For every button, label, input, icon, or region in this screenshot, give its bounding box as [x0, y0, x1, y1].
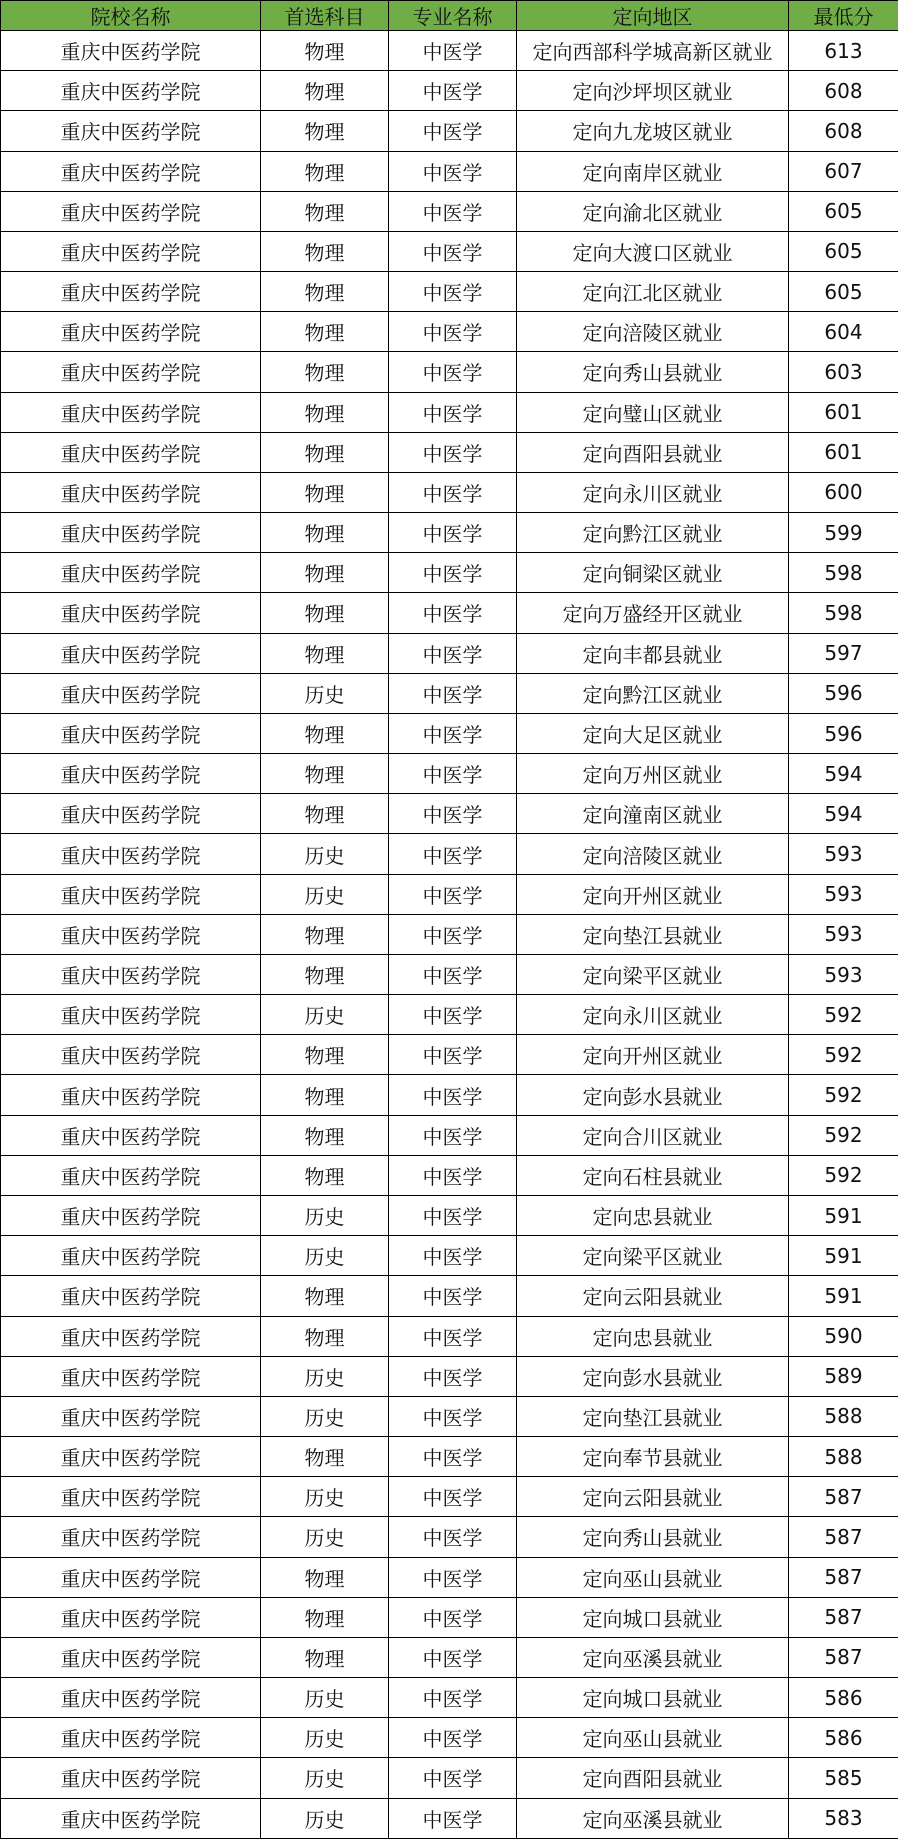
table-body — [1, 31, 898, 1839]
cell-school: 重庆中医药学院 — [1, 995, 261, 1035]
header-major: 专业名称 — [389, 1, 517, 31]
table-row — [1, 1517, 898, 1557]
table-row — [1, 352, 898, 392]
cell-region: 定向西部科学城高新区就业 — [517, 31, 789, 71]
cell-min-score: 599 — [789, 513, 898, 553]
cell-min-score: 608 — [789, 71, 898, 111]
cell-min-score: 587 — [789, 1637, 898, 1677]
cell-major: 中医学 — [389, 191, 517, 231]
cell-major: 中医学 — [389, 1517, 517, 1557]
cell-min-score: 588 — [789, 1437, 898, 1477]
cell-subject: 物理 — [261, 432, 389, 472]
table-row — [1, 713, 898, 753]
cell-subject: 物理 — [261, 1115, 389, 1155]
cell-subject: 物理 — [261, 633, 389, 673]
cell-subject: 物理 — [261, 1557, 389, 1597]
cell-region: 定向城口县就业 — [517, 1597, 789, 1637]
cell-region: 定向彭水县就业 — [517, 1356, 789, 1396]
cell-major: 中医学 — [389, 231, 517, 271]
cell-major: 中医学 — [389, 432, 517, 472]
cell-min-score: 601 — [789, 432, 898, 472]
cell-min-score: 591 — [789, 1195, 898, 1235]
cell-min-score: 607 — [789, 151, 898, 191]
cell-subject: 物理 — [261, 31, 389, 71]
table-row — [1, 914, 898, 954]
cell-school: 重庆中医药学院 — [1, 1718, 261, 1758]
cell-subject: 物理 — [261, 593, 389, 633]
table-row — [1, 1396, 898, 1436]
cell-major: 中医学 — [389, 673, 517, 713]
table-row — [1, 794, 898, 834]
cell-school: 重庆中医药学院 — [1, 553, 261, 593]
cell-region: 定向巫山县就业 — [517, 1557, 789, 1597]
cell-school: 重庆中医药学院 — [1, 1155, 261, 1195]
cell-region: 定向黔江区就业 — [517, 513, 789, 553]
cell-min-score: 583 — [789, 1798, 898, 1838]
cell-min-score: 593 — [789, 834, 898, 874]
cell-min-score: 605 — [789, 191, 898, 231]
table-row — [1, 31, 898, 71]
cell-min-score: 596 — [789, 673, 898, 713]
cell-major: 中医学 — [389, 513, 517, 553]
cell-region: 定向垫江县就业 — [517, 1396, 789, 1436]
cell-region: 定向大渡口区就业 — [517, 231, 789, 271]
cell-subject: 物理 — [261, 1437, 389, 1477]
cell-school: 重庆中医药学院 — [1, 874, 261, 914]
cell-min-score: 592 — [789, 1115, 898, 1155]
cell-school: 重庆中医药学院 — [1, 231, 261, 271]
cell-region: 定向渝北区就业 — [517, 191, 789, 231]
cell-school: 重庆中医药学院 — [1, 312, 261, 352]
cell-region: 定向城口县就业 — [517, 1678, 789, 1718]
cell-major: 中医学 — [389, 1195, 517, 1235]
table-row — [1, 1075, 898, 1115]
cell-major: 中医学 — [389, 1597, 517, 1637]
cell-region: 定向璧山区就业 — [517, 392, 789, 432]
cell-school: 重庆中医药学院 — [1, 1356, 261, 1396]
cell-major: 中医学 — [389, 1236, 517, 1276]
cell-subject: 历史 — [261, 673, 389, 713]
cell-region: 定向巫溪县就业 — [517, 1798, 789, 1838]
cell-major: 中医学 — [389, 1075, 517, 1115]
cell-min-score: 605 — [789, 231, 898, 271]
cell-subject: 历史 — [261, 1517, 389, 1557]
cell-school: 重庆中医药学院 — [1, 673, 261, 713]
cell-subject: 物理 — [261, 191, 389, 231]
cell-school: 重庆中医药学院 — [1, 1396, 261, 1436]
cell-subject: 物理 — [261, 472, 389, 512]
cell-region: 定向江北区就业 — [517, 272, 789, 312]
cell-subject: 历史 — [261, 1356, 389, 1396]
cell-min-score: 594 — [789, 754, 898, 794]
cell-subject: 物理 — [261, 71, 389, 111]
cell-subject: 物理 — [261, 1035, 389, 1075]
cell-region: 定向涪陵区就业 — [517, 312, 789, 352]
cell-school: 重庆中医药学院 — [1, 1115, 261, 1155]
cell-major: 中医学 — [389, 151, 517, 191]
table-row — [1, 1477, 898, 1517]
cell-region: 定向酉阳县就业 — [517, 1758, 789, 1798]
cell-school: 重庆中医药学院 — [1, 1075, 261, 1115]
table-row — [1, 995, 898, 1035]
table-row — [1, 1035, 898, 1075]
cell-min-score: 590 — [789, 1316, 898, 1356]
table-row — [1, 1798, 898, 1838]
table-row — [1, 472, 898, 512]
table-row — [1, 71, 898, 111]
cell-school: 重庆中医药学院 — [1, 151, 261, 191]
cell-school: 重庆中医药学院 — [1, 1597, 261, 1637]
cell-region: 定向万州区就业 — [517, 754, 789, 794]
cell-school: 重庆中医药学院 — [1, 954, 261, 994]
table-row — [1, 111, 898, 151]
cell-min-score: 600 — [789, 472, 898, 512]
cell-region: 定向秀山县就业 — [517, 352, 789, 392]
cell-min-score: 592 — [789, 1035, 898, 1075]
cell-region: 定向丰都县就业 — [517, 633, 789, 673]
cell-school: 重庆中医药学院 — [1, 1637, 261, 1677]
cell-min-score: 586 — [789, 1718, 898, 1758]
table-row — [1, 1236, 898, 1276]
cell-school: 重庆中医药学院 — [1, 1195, 261, 1235]
table-row — [1, 874, 898, 914]
cell-subject: 物理 — [261, 513, 389, 553]
cell-min-score: 592 — [789, 995, 898, 1035]
cell-min-score: 613 — [789, 31, 898, 71]
cell-min-score: 598 — [789, 593, 898, 633]
cell-region: 定向奉节县就业 — [517, 1437, 789, 1477]
cell-min-score: 587 — [789, 1477, 898, 1517]
cell-region: 定向涪陵区就业 — [517, 834, 789, 874]
cell-school: 重庆中医药学院 — [1, 191, 261, 231]
cell-subject: 物理 — [261, 312, 389, 352]
cell-school: 重庆中医药学院 — [1, 1035, 261, 1075]
table-row — [1, 954, 898, 994]
cell-school: 重庆中医药学院 — [1, 432, 261, 472]
table-row — [1, 1557, 898, 1597]
table-row — [1, 312, 898, 352]
cell-school: 重庆中医药学院 — [1, 352, 261, 392]
cell-subject: 物理 — [261, 754, 389, 794]
cell-min-score: 597 — [789, 633, 898, 673]
table-row — [1, 1115, 898, 1155]
cell-subject: 物理 — [261, 794, 389, 834]
cell-region: 定向南岸区就业 — [517, 151, 789, 191]
cell-major: 中医学 — [389, 1678, 517, 1718]
cell-min-score: 594 — [789, 794, 898, 834]
cell-major: 中医学 — [389, 31, 517, 71]
cell-school: 重庆中医药学院 — [1, 1276, 261, 1316]
cell-subject: 历史 — [261, 1195, 389, 1235]
cell-major: 中医学 — [389, 312, 517, 352]
cell-major: 中医学 — [389, 1477, 517, 1517]
cell-major: 中医学 — [389, 1115, 517, 1155]
cell-subject: 物理 — [261, 1316, 389, 1356]
cell-min-score: 596 — [789, 713, 898, 753]
cell-school: 重庆中医药学院 — [1, 754, 261, 794]
cell-major: 中医学 — [389, 352, 517, 392]
cell-region: 定向开州区就业 — [517, 1035, 789, 1075]
cell-min-score: 593 — [789, 914, 898, 954]
cell-major: 中医学 — [389, 553, 517, 593]
table-row — [1, 1276, 898, 1316]
cell-school: 重庆中医药学院 — [1, 392, 261, 432]
cell-subject: 物理 — [261, 1597, 389, 1637]
table-row — [1, 432, 898, 472]
table-row — [1, 1195, 898, 1235]
table-row — [1, 392, 898, 432]
cell-min-score: 587 — [789, 1517, 898, 1557]
cell-subject: 物理 — [261, 392, 389, 432]
cell-major: 中医学 — [389, 954, 517, 994]
cell-major: 中医学 — [389, 1276, 517, 1316]
cell-major: 中医学 — [389, 1316, 517, 1356]
table-row — [1, 593, 898, 633]
cell-min-score: 598 — [789, 553, 898, 593]
table-row — [1, 754, 898, 794]
cell-subject: 物理 — [261, 954, 389, 994]
table-row — [1, 633, 898, 673]
cell-school: 重庆中医药学院 — [1, 1517, 261, 1557]
cell-min-score: 608 — [789, 111, 898, 151]
cell-region: 定向梁平区就业 — [517, 1236, 789, 1276]
cell-min-score: 591 — [789, 1276, 898, 1316]
cell-region: 定向忠县就业 — [517, 1195, 789, 1235]
cell-major: 中医学 — [389, 633, 517, 673]
cell-school: 重庆中医药学院 — [1, 1758, 261, 1798]
cell-subject: 物理 — [261, 111, 389, 151]
table-row — [1, 151, 898, 191]
cell-school: 重庆中医药学院 — [1, 1236, 261, 1276]
table-row — [1, 1316, 898, 1356]
cell-region: 定向云阳县就业 — [517, 1477, 789, 1517]
cell-school: 重庆中医药学院 — [1, 272, 261, 312]
cell-region: 定向铜梁区就业 — [517, 553, 789, 593]
cell-major: 中医学 — [389, 995, 517, 1035]
cell-major: 中医学 — [389, 1035, 517, 1075]
cell-region: 定向合川区就业 — [517, 1115, 789, 1155]
cell-region: 定向潼南区就业 — [517, 794, 789, 834]
cell-min-score: 603 — [789, 352, 898, 392]
cell-school: 重庆中医药学院 — [1, 1316, 261, 1356]
cell-major: 中医学 — [389, 1557, 517, 1597]
cell-major: 中医学 — [389, 1437, 517, 1477]
table-row — [1, 1356, 898, 1396]
cell-subject: 物理 — [261, 1155, 389, 1195]
cell-min-score: 588 — [789, 1396, 898, 1436]
table-row — [1, 553, 898, 593]
cell-subject: 历史 — [261, 1477, 389, 1517]
cell-subject: 历史 — [261, 874, 389, 914]
cell-major: 中医学 — [389, 472, 517, 512]
cell-school: 重庆中医药学院 — [1, 1437, 261, 1477]
cell-major: 中医学 — [389, 1396, 517, 1436]
cell-region: 定向永川区就业 — [517, 472, 789, 512]
cell-region: 定向石柱县就业 — [517, 1155, 789, 1195]
cell-major: 中医学 — [389, 713, 517, 753]
cell-major: 中医学 — [389, 111, 517, 151]
cell-region: 定向巫山县就业 — [517, 1718, 789, 1758]
cell-school: 重庆中医药学院 — [1, 111, 261, 151]
cell-subject: 历史 — [261, 1236, 389, 1276]
cell-min-score: 601 — [789, 392, 898, 432]
cell-subject: 物理 — [261, 1637, 389, 1677]
cell-subject: 历史 — [261, 995, 389, 1035]
cell-region: 定向彭水县就业 — [517, 1075, 789, 1115]
cell-school: 重庆中医药学院 — [1, 593, 261, 633]
cell-subject: 历史 — [261, 1396, 389, 1436]
cell-subject: 物理 — [261, 914, 389, 954]
table-row — [1, 673, 898, 713]
cell-school: 重庆中医药学院 — [1, 794, 261, 834]
cell-school: 重庆中医药学院 — [1, 914, 261, 954]
cell-region: 定向沙坪坝区就业 — [517, 71, 789, 111]
table-row — [1, 834, 898, 874]
cell-region: 定向巫溪县就业 — [517, 1637, 789, 1677]
cell-school: 重庆中医药学院 — [1, 1798, 261, 1838]
cell-subject: 物理 — [261, 1075, 389, 1115]
cell-major: 中医学 — [389, 1155, 517, 1195]
cell-region: 定向万盛经开区就业 — [517, 593, 789, 633]
cell-min-score: 585 — [789, 1758, 898, 1798]
cell-school: 重庆中医药学院 — [1, 834, 261, 874]
table-row — [1, 1597, 898, 1637]
cell-major: 中医学 — [389, 1637, 517, 1677]
cell-school: 重庆中医药学院 — [1, 1477, 261, 1517]
cell-region: 定向开州区就业 — [517, 874, 789, 914]
table-row — [1, 1155, 898, 1195]
header-school: 院校名称 — [1, 1, 261, 31]
table-row — [1, 513, 898, 553]
cell-min-score: 593 — [789, 954, 898, 994]
cell-subject: 历史 — [261, 834, 389, 874]
cell-major: 中医学 — [389, 834, 517, 874]
cell-major: 中医学 — [389, 1758, 517, 1798]
header-row — [1, 1, 898, 31]
cell-school: 重庆中医药学院 — [1, 71, 261, 111]
table-row — [1, 231, 898, 271]
cell-subject: 物理 — [261, 272, 389, 312]
header-min-score: 最低分 — [789, 1, 898, 31]
cell-region: 定向大足区就业 — [517, 713, 789, 753]
header-region: 定向地区 — [517, 1, 789, 31]
cell-region: 定向九龙坡区就业 — [517, 111, 789, 151]
cell-major: 中医学 — [389, 1718, 517, 1758]
cell-subject: 物理 — [261, 151, 389, 191]
cell-subject: 历史 — [261, 1798, 389, 1838]
cell-major: 中医学 — [389, 874, 517, 914]
cell-subject: 历史 — [261, 1718, 389, 1758]
cell-region: 定向云阳县就业 — [517, 1276, 789, 1316]
cell-region: 定向永川区就业 — [517, 995, 789, 1035]
cell-school: 重庆中医药学院 — [1, 1678, 261, 1718]
cell-major: 中医学 — [389, 914, 517, 954]
cell-min-score: 591 — [789, 1236, 898, 1276]
cell-region: 定向秀山县就业 — [517, 1517, 789, 1557]
cell-school: 重庆中医药学院 — [1, 1557, 261, 1597]
cell-subject: 物理 — [261, 352, 389, 392]
cell-major: 中医学 — [389, 392, 517, 432]
cell-school: 重庆中医药学院 — [1, 472, 261, 512]
header-subject: 首选科目 — [261, 1, 389, 31]
cell-major: 中医学 — [389, 1356, 517, 1396]
cell-school: 重庆中医药学院 — [1, 713, 261, 753]
cell-subject: 历史 — [261, 1758, 389, 1798]
cell-min-score: 605 — [789, 272, 898, 312]
cell-school: 重庆中医药学院 — [1, 633, 261, 673]
cell-min-score: 587 — [789, 1557, 898, 1597]
cell-region: 定向酉阳县就业 — [517, 432, 789, 472]
table-row — [1, 1637, 898, 1677]
table-row — [1, 1758, 898, 1798]
cell-major: 中医学 — [389, 272, 517, 312]
cell-subject: 物理 — [261, 553, 389, 593]
cell-major: 中医学 — [389, 593, 517, 633]
cell-subject: 物理 — [261, 231, 389, 271]
cell-min-score: 592 — [789, 1075, 898, 1115]
table-row — [1, 272, 898, 312]
cell-min-score: 589 — [789, 1356, 898, 1396]
cell-major: 中医学 — [389, 71, 517, 111]
table-row — [1, 1718, 898, 1758]
cell-subject: 物理 — [261, 713, 389, 753]
cell-region: 定向黔江区就业 — [517, 673, 789, 713]
cell-region: 定向忠县就业 — [517, 1316, 789, 1356]
table-row — [1, 1678, 898, 1718]
cell-major: 中医学 — [389, 1798, 517, 1838]
cell-major: 中医学 — [389, 794, 517, 834]
cell-major: 中医学 — [389, 754, 517, 794]
cell-subject: 物理 — [261, 1276, 389, 1316]
cell-school: 重庆中医药学院 — [1, 513, 261, 553]
cell-min-score: 592 — [789, 1155, 898, 1195]
cell-min-score: 586 — [789, 1678, 898, 1718]
table-row — [1, 1437, 898, 1477]
cell-min-score: 587 — [789, 1597, 898, 1637]
table-row — [1, 191, 898, 231]
cell-min-score: 604 — [789, 312, 898, 352]
cell-region: 定向梁平区就业 — [517, 954, 789, 994]
cell-subject: 历史 — [261, 1678, 389, 1718]
cell-region: 定向垫江县就业 — [517, 914, 789, 954]
cell-min-score: 593 — [789, 874, 898, 914]
cell-school: 重庆中医药学院 — [1, 31, 261, 71]
